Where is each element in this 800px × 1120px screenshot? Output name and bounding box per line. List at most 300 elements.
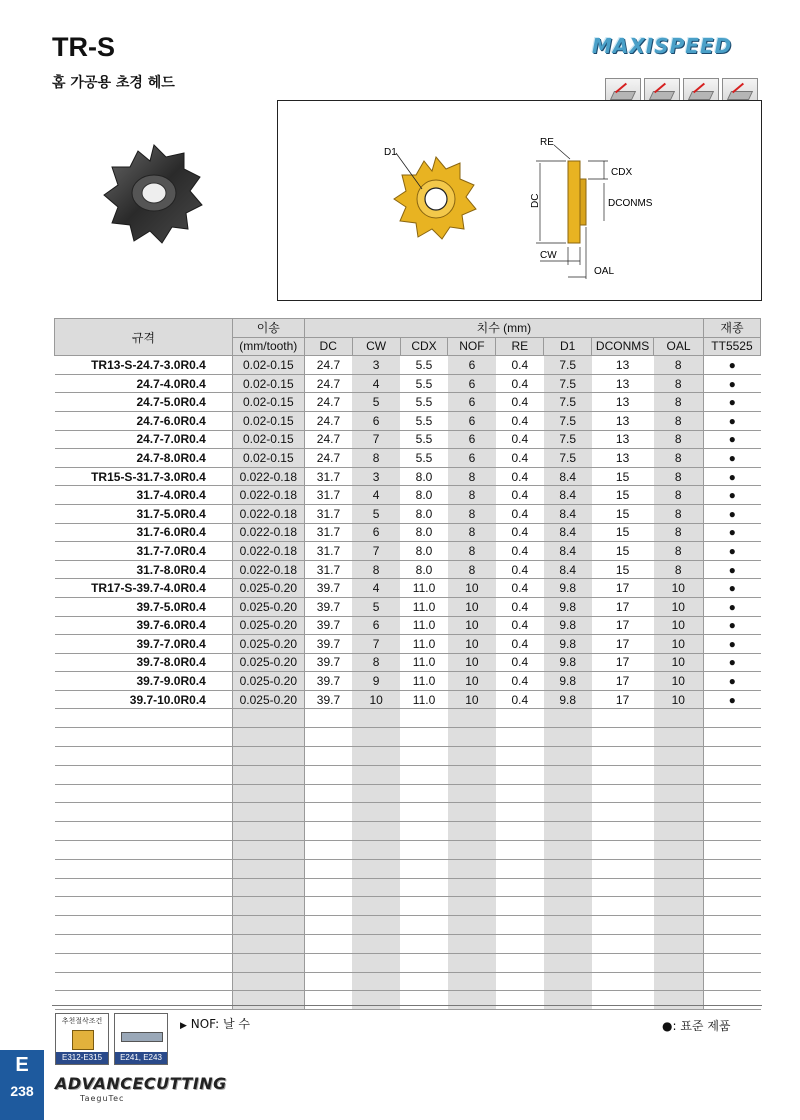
cell-cw: 7 [352,430,400,449]
cell-cdx: 5.5 [400,411,448,430]
blank-cell [55,728,233,747]
cell-dconms: 17 [592,653,654,672]
blank-cell [352,916,400,935]
blank-cell [703,859,760,878]
blank-cell [496,991,544,1010]
blank-cell [592,784,654,803]
cell-feed: 0.025-0.20 [232,597,304,616]
cell-cw: 9 [352,672,400,691]
table-row [55,449,761,468]
blank-cell [55,765,233,784]
cell-model: 31.7-6.0R0.4 [55,523,233,542]
blank-cell [654,784,704,803]
blank-cell [400,841,448,860]
cell-re: 0.4 [496,430,544,449]
blank-cell [448,953,496,972]
cell-tt5525: ● [703,356,760,375]
blank-cell [448,897,496,916]
cell-d1: 7.5 [544,393,592,412]
cell-cdx: 5.5 [400,374,448,393]
blank-cell [592,859,654,878]
table-row [55,616,761,635]
triangle-bullet-icon: ▶ [180,1021,187,1031]
cell-cdx: 5.5 [400,356,448,375]
label-cdx: CDX [611,167,633,178]
cell-dconms: 15 [592,467,654,486]
cell-re: 0.4 [496,690,544,709]
cell-cw: 6 [352,523,400,542]
cell-nof: 6 [448,393,496,412]
blank-cell [352,765,400,784]
blank-row [55,991,761,1010]
cell-model: 31.7-5.0R0.4 [55,504,233,523]
cell-dconms: 13 [592,411,654,430]
cell-d1: 8.4 [544,504,592,523]
blank-cell [592,991,654,1010]
blank-cell [496,728,544,747]
cell-feed: 0.022-0.18 [232,504,304,523]
blank-cell [55,859,233,878]
table-row [55,579,761,598]
blank-cell [654,897,704,916]
blank-cell [703,841,760,860]
header-dimensions: 치수 (mm) [304,319,703,338]
product-photo [92,140,216,250]
section-letter: E [15,1054,29,1076]
cell-cw: 5 [352,504,400,523]
table-row [55,542,761,561]
blank-cell [304,916,352,935]
blank-row [55,935,761,954]
cell-model: 24.7-4.0R0.4 [55,374,233,393]
blank-cell [496,822,544,841]
cell-cdx: 11.0 [400,653,448,672]
cell-re: 0.4 [496,523,544,542]
blank-cell [654,878,704,897]
cell-dc: 24.7 [304,430,352,449]
holder-ref: E241, E243 [115,1052,167,1064]
blank-cell [654,972,704,991]
blank-cell [55,709,233,728]
cell-model: 31.7-7.0R0.4 [55,542,233,561]
cell-cw: 8 [352,449,400,468]
blank-cell [592,803,654,822]
cell-model: TR17-S-39.7-4.0R0.4 [55,579,233,598]
blank-cell [703,784,760,803]
blank-cell [232,972,304,991]
blank-row [55,953,761,972]
cell-d1: 8.4 [544,560,592,579]
blank-cell [544,803,592,822]
cell-tt5525: ● [703,467,760,486]
blank-row [55,916,761,935]
cell-oal: 8 [654,560,704,579]
cell-model: 39.7-10.0R0.4 [55,690,233,709]
blank-cell [703,953,760,972]
cell-nof: 10 [448,653,496,672]
blank-cell [654,822,704,841]
blank-cell [448,728,496,747]
cell-oal: 8 [654,486,704,505]
cell-model: 39.7-8.0R0.4 [55,653,233,672]
cell-dconms: 15 [592,542,654,561]
blank-cell [703,803,760,822]
blank-cell [448,784,496,803]
cell-cw: 5 [352,597,400,616]
cell-cdx: 11.0 [400,672,448,691]
cell-re: 0.4 [496,635,544,654]
blank-row [55,784,761,803]
cell-dconms: 15 [592,486,654,505]
blank-cell [55,784,233,803]
cell-dc: 39.7 [304,597,352,616]
cell-model: 24.7-5.0R0.4 [55,393,233,412]
cell-cdx: 8.0 [400,560,448,579]
header-grade: 재종 [703,319,760,338]
cell-tt5525: ● [703,560,760,579]
cell-dconms: 13 [592,449,654,468]
cell-cw: 8 [352,653,400,672]
cell-dc: 39.7 [304,690,352,709]
label-oal: OAL [594,266,615,277]
cell-feed: 0.025-0.20 [232,653,304,672]
blank-row [55,897,761,916]
cell-tt5525: ● [703,486,760,505]
blank-cell [400,728,448,747]
cell-oal: 8 [654,411,704,430]
cell-dc: 24.7 [304,449,352,468]
label-d1: D1 [384,147,397,158]
cell-feed: 0.022-0.18 [232,467,304,486]
cell-re: 0.4 [496,486,544,505]
cell-cw: 6 [352,411,400,430]
blank-cell [544,765,592,784]
table-row [55,393,761,412]
blank-cell [400,859,448,878]
cell-feed: 0.022-0.18 [232,486,304,505]
blank-cell [352,935,400,954]
cell-feed: 0.025-0.20 [232,635,304,654]
cell-feed: 0.02-0.15 [232,393,304,412]
cell-tt5525: ● [703,690,760,709]
blank-cell [232,803,304,822]
cell-cw: 10 [352,690,400,709]
cell-dc: 24.7 [304,374,352,393]
cell-d1: 9.8 [544,690,592,709]
cell-dc: 39.7 [304,672,352,691]
blank-cell [448,878,496,897]
blank-row [55,859,761,878]
cell-dconms: 15 [592,523,654,542]
company-logo: ADVANCECUTTING [55,1074,227,1093]
blank-cell [400,972,448,991]
cell-tt5525: ● [703,597,760,616]
cell-feed: 0.025-0.20 [232,690,304,709]
blank-cell [55,841,233,860]
cell-nof: 10 [448,635,496,654]
cell-tt5525: ● [703,653,760,672]
blank-cell [352,841,400,860]
blank-cell [400,709,448,728]
blank-cell [304,991,352,1010]
blank-cell [592,709,654,728]
cell-dconms: 13 [592,430,654,449]
blank-cell [592,935,654,954]
cell-re: 0.4 [496,672,544,691]
cell-tt5525: ● [703,635,760,654]
cell-model: 24.7-6.0R0.4 [55,411,233,430]
cell-cdx: 8.0 [400,523,448,542]
blank-cell [703,822,760,841]
blank-cell [654,953,704,972]
cell-feed: 0.025-0.20 [232,616,304,635]
blank-cell [232,728,304,747]
cell-dc: 39.7 [304,579,352,598]
cell-re: 0.4 [496,560,544,579]
blank-cell [232,916,304,935]
cell-nof: 10 [448,616,496,635]
cell-oal: 10 [654,653,704,672]
page-number: 238 [10,1083,34,1099]
cell-tt5525: ● [703,523,760,542]
table-row [55,356,761,375]
header-tt5525: TT5525 [703,337,760,356]
blank-row [55,747,761,766]
cell-cdx: 8.0 [400,504,448,523]
blank-cell [232,991,304,1010]
blank-cell [654,935,704,954]
cell-oal: 8 [654,523,704,542]
cell-d1: 7.5 [544,356,592,375]
blank-cell [55,747,233,766]
blank-row [55,822,761,841]
blank-cell [654,709,704,728]
blank-cell [55,991,233,1010]
cell-nof: 8 [448,467,496,486]
cell-d1: 9.8 [544,653,592,672]
blank-cell [703,991,760,1010]
cell-cdx: 11.0 [400,635,448,654]
cell-cdx: 11.0 [400,597,448,616]
blank-cell [400,765,448,784]
blank-cell [703,972,760,991]
cell-model: 24.7-8.0R0.4 [55,449,233,468]
blank-cell [592,822,654,841]
cell-model: 39.7-5.0R0.4 [55,597,233,616]
blank-cell [496,765,544,784]
cell-nof: 10 [448,579,496,598]
blank-cell [703,728,760,747]
legend-note: ●: 표준 제품 [662,1019,731,1033]
blank-row [55,728,761,747]
table-row [55,560,761,579]
blank-cell [352,897,400,916]
cell-feed: 0.025-0.20 [232,672,304,691]
header-feed-unit: (mm/tooth) [232,337,304,356]
cell-cdx: 5.5 [400,430,448,449]
cell-tt5525: ● [703,393,760,412]
cell-d1: 9.8 [544,579,592,598]
cell-oal: 8 [654,504,704,523]
cell-tt5525: ● [703,616,760,635]
blank-cell [304,784,352,803]
blank-cell [232,935,304,954]
cell-dconms: 13 [592,374,654,393]
cell-tt5525: ● [703,504,760,523]
blank-cell [304,765,352,784]
cell-d1: 8.4 [544,467,592,486]
blank-cell [352,728,400,747]
cell-dconms: 17 [592,690,654,709]
blank-cell [703,897,760,916]
blank-cell [400,878,448,897]
cell-dc: 39.7 [304,635,352,654]
blank-cell [496,784,544,803]
blank-cell [232,953,304,972]
cell-dconms: 17 [592,635,654,654]
cell-feed: 0.022-0.18 [232,542,304,561]
blank-cell [304,728,352,747]
blank-cell [703,709,760,728]
blank-cell [304,709,352,728]
blank-cell [232,784,304,803]
blank-cell [544,709,592,728]
blank-cell [352,878,400,897]
blank-cell [55,972,233,991]
blank-cell [55,803,233,822]
cell-tt5525: ● [703,579,760,598]
blank-cell [55,935,233,954]
cell-cw: 7 [352,542,400,561]
cell-re: 0.4 [496,374,544,393]
blank-cell [232,859,304,878]
blank-cell [544,953,592,972]
blank-cell [544,728,592,747]
cell-tt5525: ● [703,374,760,393]
cell-cdx: 11.0 [400,616,448,635]
cell-feed: 0.02-0.15 [232,430,304,449]
recommended-label: 추천절삭조건 [61,1017,103,1025]
label-re: RE [540,137,554,148]
cell-tt5525: ● [703,542,760,561]
blank-cell [496,841,544,860]
header-re: RE [496,337,544,356]
cell-re: 0.4 [496,393,544,412]
cell-dc: 31.7 [304,486,352,505]
cell-model: 24.7-7.0R0.4 [55,430,233,449]
blank-cell [400,897,448,916]
cell-dc: 31.7 [304,504,352,523]
blank-cell [352,747,400,766]
blank-cell [55,822,233,841]
blank-cell [592,916,654,935]
table-row [55,411,761,430]
table-row [55,504,761,523]
blank-cell [592,747,654,766]
blank-cell [400,822,448,841]
cell-oal: 8 [654,356,704,375]
cell-model: TR13-S-24.7-3.0R0.4 [55,356,233,375]
cell-nof: 10 [448,672,496,691]
blank-cell [592,972,654,991]
cell-cw: 5 [352,393,400,412]
label-cw: CW [540,250,557,261]
blank-cell [544,784,592,803]
blank-cell [304,859,352,878]
blank-cell [654,728,704,747]
blank-cell [304,953,352,972]
cell-oal: 10 [654,672,704,691]
cell-nof: 6 [448,449,496,468]
blank-cell [232,841,304,860]
blank-cell [304,747,352,766]
blank-cell [544,747,592,766]
table-row [55,672,761,691]
cell-tt5525: ● [703,449,760,468]
header-oal: OAL [654,337,704,356]
blank-cell [592,878,654,897]
blank-cell [55,916,233,935]
header-nof: NOF [448,337,496,356]
cell-oal: 8 [654,449,704,468]
recommended-conditions-box [55,1013,109,1065]
cell-dconms: 13 [592,356,654,375]
blank-cell [304,972,352,991]
cell-nof: 6 [448,430,496,449]
section-tab [0,1050,44,1120]
blank-cell [496,972,544,991]
cell-dc: 31.7 [304,467,352,486]
blank-cell [352,803,400,822]
blank-cell [448,935,496,954]
cell-dconms: 13 [592,393,654,412]
holder-reference-box [114,1013,168,1065]
blank-row [55,803,761,822]
cell-cdx: 5.5 [400,449,448,468]
blank-cell [496,935,544,954]
cell-dc: 24.7 [304,411,352,430]
blank-cell [232,747,304,766]
cell-feed: 0.022-0.18 [232,523,304,542]
table-row [55,690,761,709]
cell-d1: 9.8 [544,635,592,654]
cell-nof: 8 [448,523,496,542]
cell-tt5525: ● [703,411,760,430]
cell-cw: 8 [352,560,400,579]
cell-oal: 10 [654,690,704,709]
blank-cell [448,803,496,822]
blank-cell [544,841,592,860]
blank-cell [232,709,304,728]
blank-cell [703,916,760,935]
blank-cell [352,709,400,728]
cell-model: 39.7-7.0R0.4 [55,635,233,654]
blank-cell [304,935,352,954]
blank-cell [55,953,233,972]
blank-cell [304,841,352,860]
blank-cell [496,709,544,728]
table-row [55,597,761,616]
table-row [55,374,761,393]
blank-cell [544,972,592,991]
cell-cw: 3 [352,467,400,486]
page-title: TR-S [52,32,115,62]
blank-cell [55,878,233,897]
blank-cell [654,841,704,860]
cell-dc: 31.7 [304,523,352,542]
cell-re: 0.4 [496,504,544,523]
cell-re: 0.4 [496,542,544,561]
